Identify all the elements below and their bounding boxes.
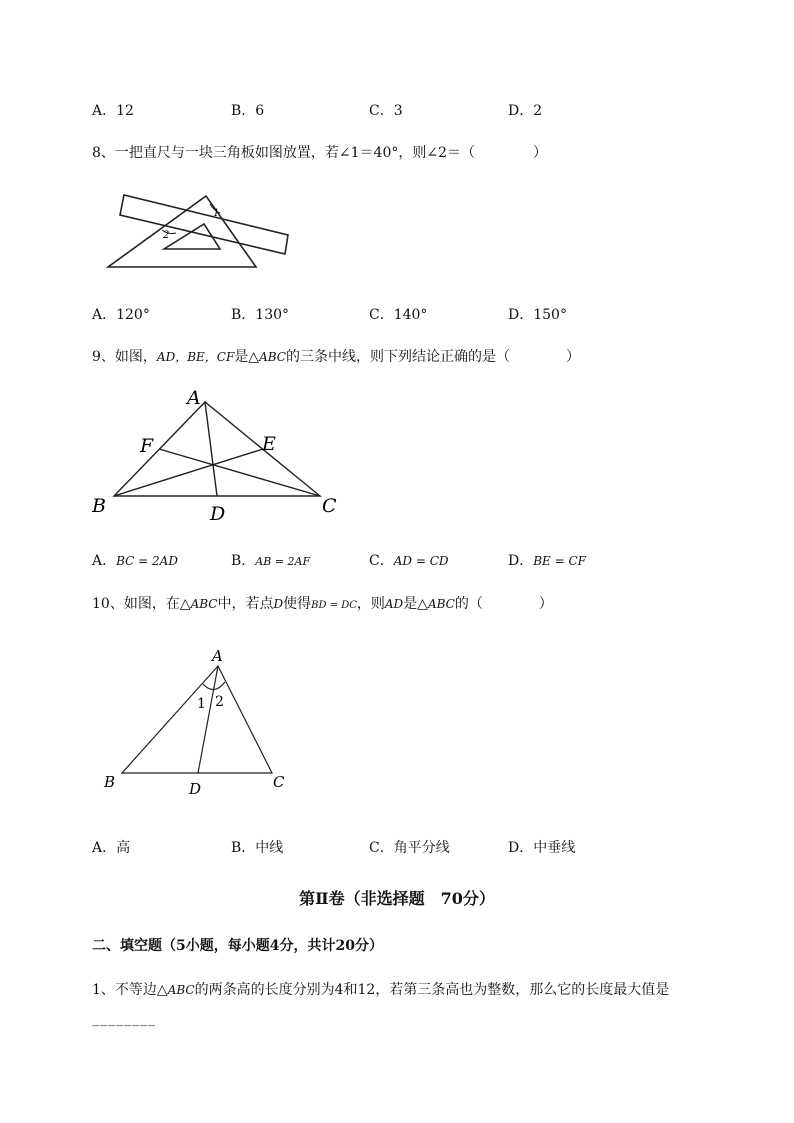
q9-stem [92,346,580,366]
q9-option-d[interactable] [508,550,586,570]
fill-q1-math: ABC [167,983,195,997]
q10-stem-math-4: AD [384,597,404,611]
q9-options [92,550,732,570]
q9-stem-math-1: AD，BE，CF [156,350,235,364]
q9-stem-text-2: 是△ [234,349,260,365]
q10-label-d: D [189,780,202,798]
q10-triangle-abc [122,666,272,773]
q9-label-a: A [187,387,201,409]
q10-stem-close: ） [538,596,553,612]
q10-stem-math-1: ABC [190,597,218,611]
q10-stem-math-2: D [273,597,284,611]
q10-label-a: A [212,647,223,665]
q10-figure [100,642,300,802]
fill-q1-text-1: 1、不等边△ [92,982,168,998]
fill-q1-text-2: 的两条高的长度分别为4和12，若第三条高也为整数，那么它的长度最大值是 [194,982,670,998]
q10-option-b[interactable]: B．中线 [231,840,284,856]
q8-label-2: 2 [163,230,170,241]
q9-option-a-letter: A． [92,553,117,569]
q10-stem-text-4: ，则 [356,596,385,612]
q9-option-c-letter: C． [369,553,394,569]
fill-section-title: 二、填空题（5小题，每小题4分，共计20分） [92,938,383,954]
q10-stem-math-3: BD = DC [311,600,357,611]
q7-option-c[interactable]: C．3 [369,103,403,119]
part2-title: 第Ⅱ卷（非选择题 70分） [299,889,495,908]
q10-label-2: 2 [215,694,224,710]
q8-stem [92,142,547,162]
q10-label-1: 1 [197,696,206,712]
q10-options [92,837,732,857]
q9-stem-close: ） [565,349,580,365]
fill-q1-answer-blank[interactable]: ________ [92,1011,156,1027]
q8-option-d[interactable]: D．150° [508,307,567,323]
q8-label-1: 1 [213,208,220,219]
q9-figure [88,384,358,526]
q8-outer-triangle [108,196,256,267]
q9-label-f: F [140,435,154,457]
q9-stem-math-2: ABC [259,350,286,364]
q10-label-b: B [104,773,116,791]
q8-figure [100,185,300,275]
q9-option-b-letter: B． [231,553,256,569]
q8-options [92,304,732,324]
q9-option-d-letter: D． [508,553,534,569]
q10-stem-text-6: 的（ [454,596,483,612]
q8-stem-close: ） [533,145,547,161]
q10-stem-text-1: 10、如图，在△ [92,596,191,612]
q10-option-a[interactable]: A．高 [92,840,131,856]
q9-stem-text-1: 9、如图， [92,349,157,365]
q9-median-ad [205,402,217,496]
q7-options [92,100,732,120]
q9-option-d-expr: BE = CF [533,554,587,568]
q9-label-c: C [322,495,337,517]
q7-option-a[interactable]: A．12 [92,103,134,119]
q10-segment-ad [198,666,218,773]
q9-label-e: E [262,433,276,455]
q10-stem-text-3: 使得 [283,596,312,612]
q9-option-c-expr: AD = CD [393,554,449,568]
q10-stem-math-5: ABC [427,597,455,611]
q9-option-a-expr: BC = 2AD [116,554,178,568]
q9-option-a[interactable] [92,550,178,570]
q9-stem-text-3: 的三条中线，则下列结论正确的是（ [285,349,510,365]
q7-option-b[interactable]: B．6 [231,103,265,119]
q9-option-b-expr: AB = 2AF [255,555,311,568]
q10-label-c: C [273,773,285,791]
q9-option-c[interactable] [369,550,449,570]
q10-option-d[interactable]: D．中垂线 [508,840,576,856]
q9-label-b: B [92,495,106,517]
q10-option-c[interactable]: C．角平分线 [369,840,450,856]
q8-option-c[interactable]: C．140° [369,307,428,323]
q8-option-b[interactable]: B．130° [231,307,290,323]
q7-option-d[interactable]: D．2 [508,103,543,119]
q9-label-d: D [210,503,226,525]
q8-option-a[interactable]: A．120° [92,307,150,323]
q9-option-b[interactable] [231,550,310,570]
q10-stem-text-5: 是△ [403,596,428,612]
fill-q1-stem [92,979,669,999]
q10-stem [92,593,553,613]
q10-stem-text-2: 中，若点 [217,596,274,612]
q8-stem-text: 8、一把直尺与一块三角板如图放置，若∠1＝40°，则∠2＝（ [92,145,475,161]
